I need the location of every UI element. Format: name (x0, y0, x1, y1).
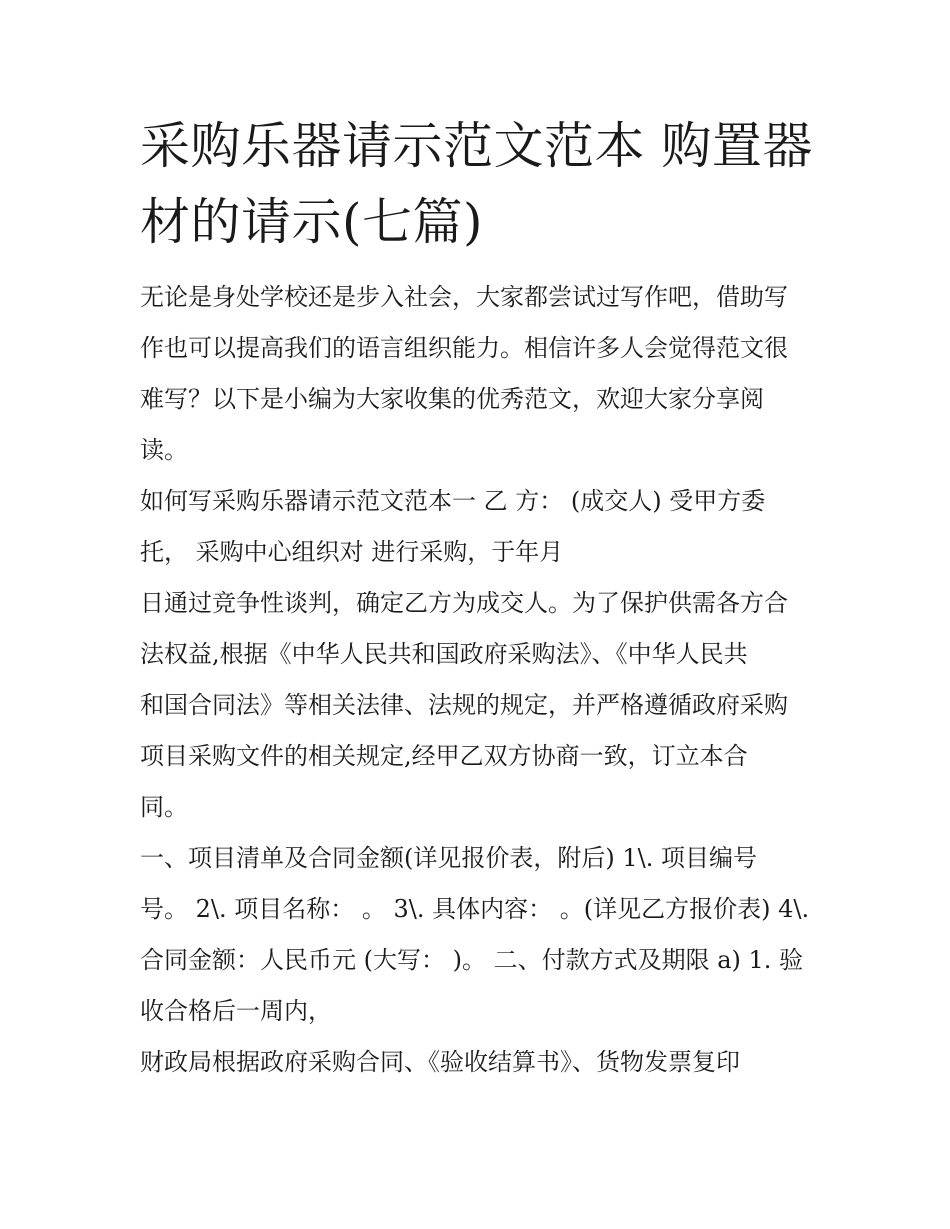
text-line: 收合格后一周内， (140, 997, 332, 1025)
text-line: 合同金额：人民币元 (大写： )。 二、付款方式及期限 a) 1. 验 (140, 946, 804, 974)
payment-paragraph (140, 1037, 820, 1088)
text-line: 财政局根据政府采购合同、《验收结算书》、货物发票复印 (140, 1048, 740, 1076)
text-line: 日通过竞争性谈判，确定乙方为成交人。为了保护供需各方合 (140, 589, 788, 617)
text-line: 和国合同法》等相关法律、法规的规定，并严格遵循政府采购 (140, 691, 788, 719)
text-line: 同。 (140, 793, 188, 821)
text-line: 读。 (140, 436, 188, 464)
contract-intro-paragraph (140, 476, 820, 578)
contract-basis-paragraph (140, 578, 820, 833)
text-line: 号。 2\. 项目名称： 。 3\. 具体内容： 。(详见乙方报价表) 4\. (140, 895, 810, 923)
text-line: 项目采购文件的相关规定,经甲乙双方协商一致，订立本合 (140, 742, 748, 770)
text-line: 如何写采购乐器请示范文范本一 乙 方： (成交人) 受甲方委 (140, 487, 766, 515)
item-list-paragraph (140, 833, 820, 1037)
document-title (140, 108, 820, 260)
text-line: 难写？以下是小编为大家收集的优秀范文，欢迎大家分享阅 (140, 385, 764, 413)
document-page (140, 108, 820, 1088)
title-line: 采购乐器请示范文范本 购置器 (140, 117, 813, 175)
text-line: 作也可以提高我们的语言组织能力。相信许多人会觉得范文很 (140, 334, 788, 362)
text-line: 托， 采购中心组织对 进行采购，于年月 (140, 538, 564, 566)
text-line: 无论是身处学校还是步入社会，大家都尝试过写作吧，借助写 (140, 283, 788, 311)
text-line: 法权益,根据《中华人民共和国政府采购法》、《中华人民共 (140, 640, 748, 668)
text-line: 一、项目清单及合同金额(详见报价表，附后) 1\. 项目编号 (140, 844, 757, 872)
title-line: 材的请示(七篇) (140, 193, 484, 251)
intro-paragraph (140, 272, 820, 476)
